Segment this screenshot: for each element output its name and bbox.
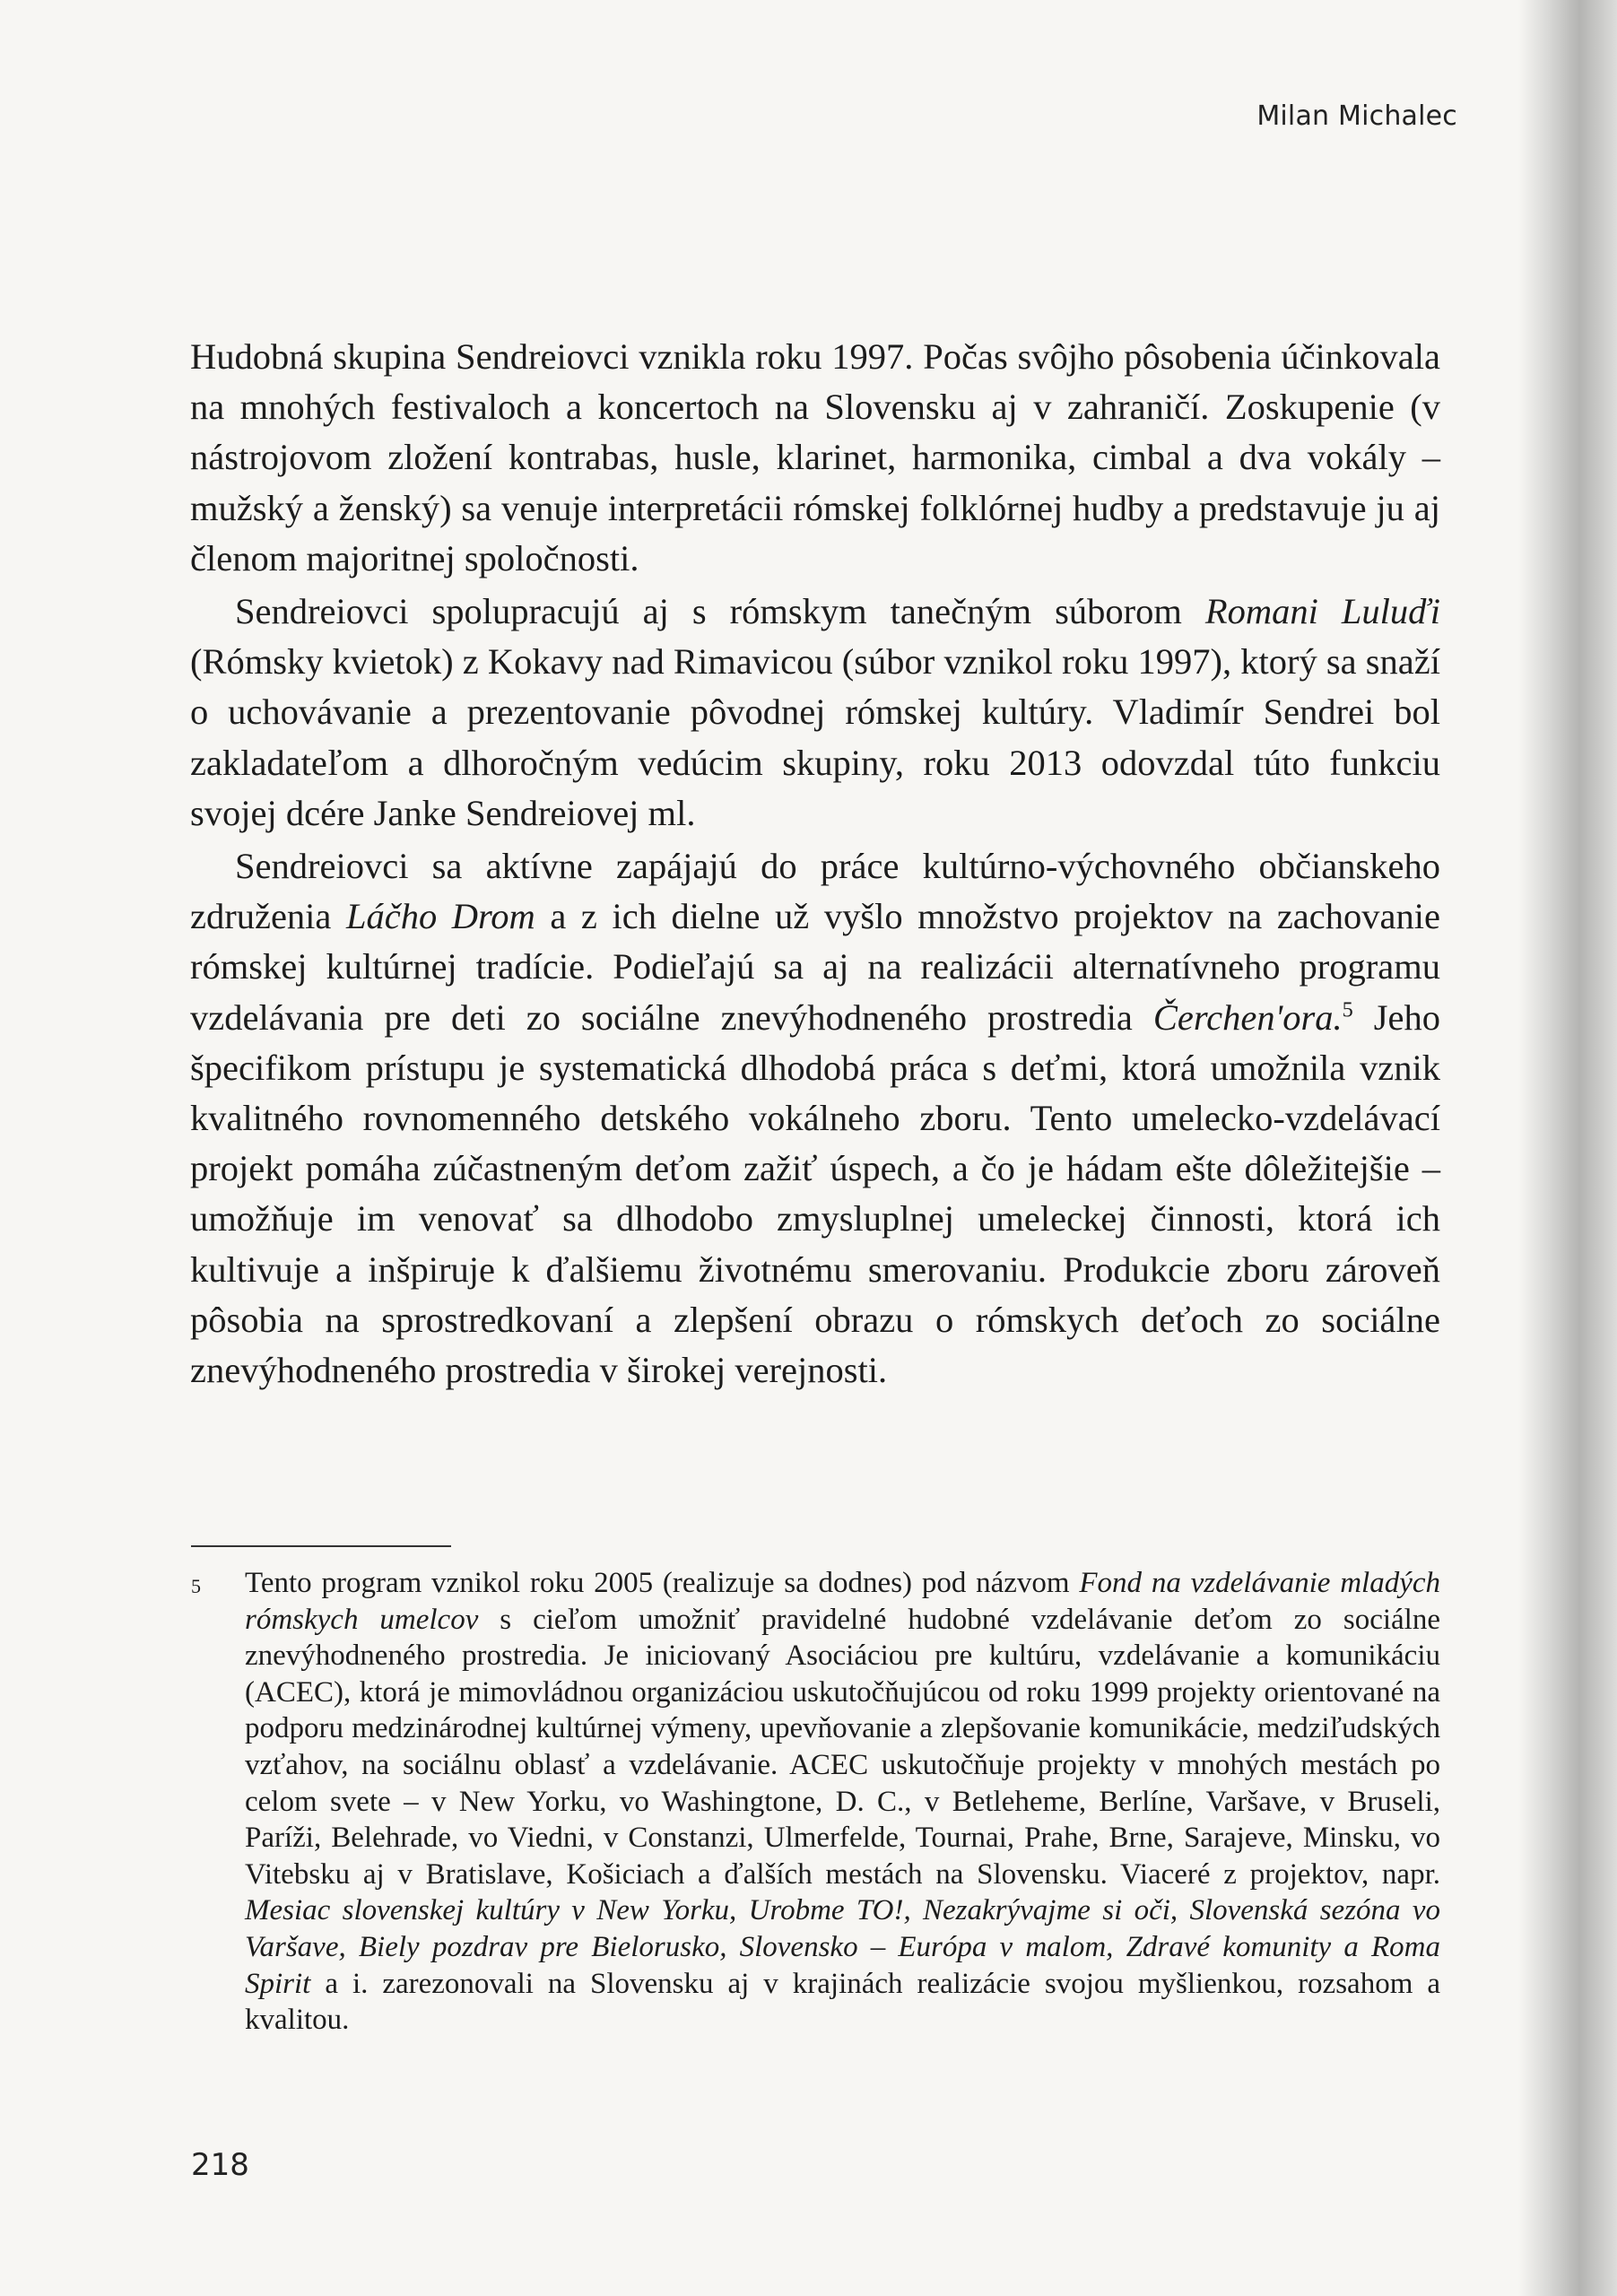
running-head-author: Milan Michalec (1256, 100, 1457, 132)
footnote-number: 5 (191, 1575, 201, 1597)
paragraph-3-text-b: a z ich dielne už vyšlo množstvo projektov na zachovanie rómskej kultúrnej tradície. Podieľajú sa aj na realizácii alternatívneho programu vzdelávania pre deti zo sociálne znevýhodneného prostredia (190, 896, 1440, 1038)
page-number: 218 (191, 2147, 249, 2183)
paragraph-3 (190, 841, 1440, 1396)
paragraph-2-text-b: (Rómsky kvietok) z Kokavy nad Rimavicou (súbor vznikol roku 1997), ktorý sa snaží o uchovávanie a prezentovanie pôvodnej rómskej kultúry. Vladimír Sendrei bol zakladateľom a dlhoročným vedúcim skupiny, roku 2013 odovzdal túto funkciu svojej dcére Janke Sendreiovej ml. (190, 641, 1440, 833)
footnote-text-b: s cieľom umožniť pravidelné hudobné vzdelávanie deťom zo sociálne znevýhodneného prostredia. Je iniciovaný Asociáciou pre kultúru, vzdelávanie a komunikáciu (ACEC), ktorá je mimovládnou organizáciou uskutočňujúcou od roku 1999 projekty orientované na podporu medzinárodnej kultúrnej výmeny, upevňovanie a zlepšovanie komunikácie, medziľudských vzťahov, na sociálnu oblasť a vzdelávanie. ACEC uskutočňuje projekty v mnohých mestách po celom svete – v New Yorku, vo Washingtone, D. C., v Betleheme, Berlíne, Varšave, v Bruseli, Paríži, Belehrade, vo Viedni, v Constanzi, Ulmerfelde, Tournai, Prahe, Brne, Sarajeve, Minsku, vo Vitebsku aj v Bratislave, Košiciach a ďalších mestách na Slovensku. Viaceré z projektov, napr. (245, 1603, 1440, 1891)
footnote-reference: 5 (1342, 997, 1353, 1022)
footnote-separator (191, 1545, 451, 1547)
footnote-text-c: a i. zarezonovali na Slovensku aj v krajinách realizácie svojou myšlienkou, rozsahom a kvalitou. (245, 1967, 1440, 2037)
fund-name: Fond na vzdelávanie mladých rómskych umelcov (245, 1567, 1440, 1636)
main-text (190, 332, 1440, 1396)
ensemble-name-romani-luludi: Romani Luluďi (1204, 591, 1440, 632)
book-spine-shadow (1518, 0, 1617, 2296)
paragraph-1: Hudobná skupina Sendreiovci vznikla roku 1997. Počas svôjho pôsobenia účinkovala na mnohých festivaloch a koncertoch na Slovensku aj v zahraničí. Zoskupenie (v nástrojovom zložení kontrabas, husle, klarinet, harmonika, cimbal a dva vokály – mužský a ženský) sa venuje interpretácii rómskej folklórnej hudby a predstavuje ju aj členom majoritnej spoločnosti. (190, 336, 1440, 578)
paragraph-3-text-a: Sendreiovci sa aktívne zapájajú do práce kultúrno-výchovného občianskeho združenia (190, 846, 1440, 937)
program-name-cerchenora: Čerchen'ora. (1152, 996, 1343, 1038)
footnote-text (245, 1565, 1440, 2039)
paragraph-3-text-c: Jeho špecifikom prístupu je systematická dlhodobá práca s deťmi, ktorá umožnila vznik kvalitného rovnomenného detského vokálneho zboru. Tento umelecko-vzdelávací projekt pomáha zúčastneným deťom zažiť úspech, a čo je hádam ešte dôležitejšie – umožňuje im venovať sa dlhodobo zmysluplnej umeleckej činnosti, ktorá ich kultivuje a inšpiruje k ďalšiemu životnému smerovaniu. Produkcie zboru zároveň pôsobia na sprostredkovaní a zlepšení obrazu o rómskych deťoch zo sociálne znevýhodneného prostredia v širokej verejnosti. (190, 996, 1440, 1391)
paragraph-2-text-a: Sendreiovci spolupracujú aj s rómskym tanečným súborom (235, 591, 1205, 632)
paragraph-2 (190, 587, 1440, 839)
association-name-lacho-drom: Láčho Drom (345, 896, 535, 937)
footnote-5 (191, 1565, 1440, 2039)
project-names: Mesiac slovenskej kultúry v New Yorku, Urobme TO!, Nezakrývajme si oči, Slovenská sezóna vo Varšave, Biely pozdrav pre Bielorusko, Slovensko – Európa v malom, Zdravé komunity a Roma Spirit (245, 1894, 1440, 2000)
footnote-text-a: Tento program vznikol roku 2005 (realizuje sa dodnes) pod názvom (245, 1567, 1080, 1599)
